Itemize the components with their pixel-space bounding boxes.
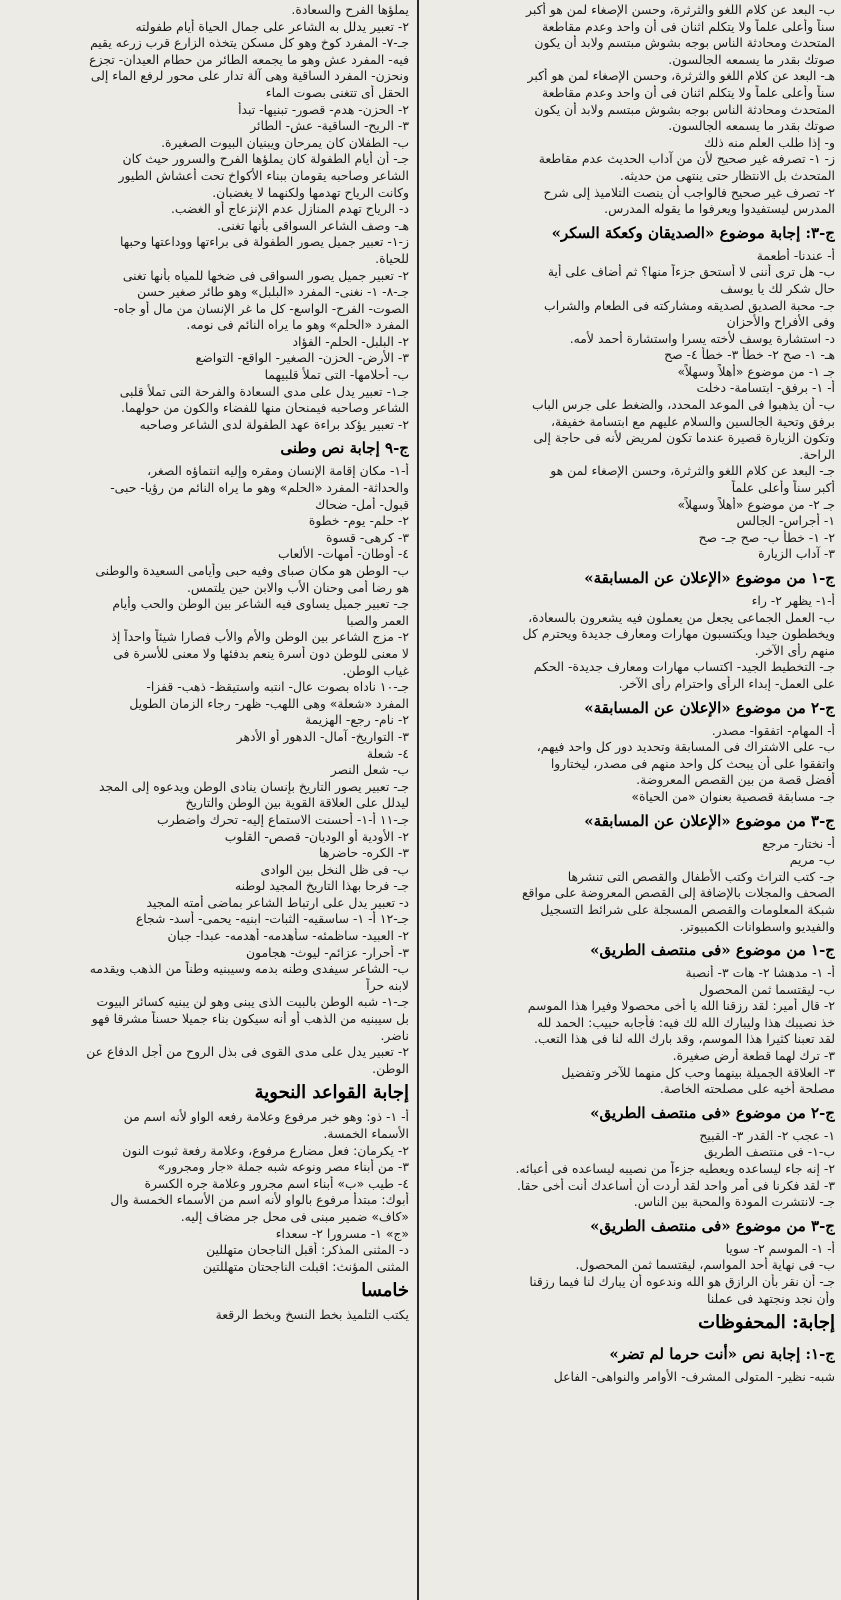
text-line: ٣- الريح- الساقية- عش- الطائر: [250, 118, 409, 134]
text-line: أ-١- يظهر ٢- راء: [751, 593, 835, 608]
text-line: جـ- تعبير جميل يساوى فيه الشاعر بين الوطن والحب وأيام: [112, 596, 409, 612]
text-line: وكانت الرياح تهدمها ولكنهما لا يغضبان.: [212, 184, 409, 200]
text-line: جـ-١١ أ-١- أحسنت الاستماع إليه- تحرك واضطرب: [157, 811, 409, 827]
text-line: ب- البعد عن كلام اللغو والثرثرة، وحسن الإصغاء لمن هو أكبر: [526, 2, 835, 17]
section-heading: ج-٢ من موضوع «الإعلان عن المسابقة»: [584, 698, 835, 717]
section-heading: ج-١: إجابة نص «أنت حرما لم تضر»: [609, 1345, 835, 1364]
text-line: المتحدث بل الانتظار حتى ينتهى من حديثه.: [619, 167, 835, 183]
text-line: سناً وأعلى علماً ولا يتكلم اثنان فى أن واحد وعدم مقاطعة: [542, 84, 835, 100]
text-line: جـ- محبة الصديق لصديقه ومشاركته فى الطعام والشراب: [544, 297, 835, 313]
text-line: ٢- تعبير يدل على مدى القوى فى بذل الروح من أجل الدفاع عن: [86, 1044, 409, 1060]
text-line: ب- ليقتسما ثمن المحصول: [698, 981, 835, 997]
text-line: فيه- المفرد عش وهو ما يجمعه الطائر من حطام العيدان- تجزع: [89, 51, 409, 67]
text-line: ٢- يكرمان: فعل مضارع مرفوع، وعلامة رفعة ثبوت النون: [122, 1142, 409, 1158]
text-line: ٣- كرهى- قسوة: [326, 529, 409, 545]
text-line: والفيديو واسطوانات الكمبيوتر.: [679, 918, 835, 934]
text-line: ١- عجب ٢- القدر ٣- القبيح: [699, 1127, 835, 1143]
text-line: جـ-١٠ ناداه بصوت عال- انتبه واستيقظ- ذهب- قفزا-: [146, 679, 409, 695]
text-line: ب- أن يذهبوا فى الموعد المحدد، والضغط على جرس الباب: [531, 397, 835, 413]
text-line: «ج» ١- مسرورا ٢- سعداء: [275, 1225, 409, 1241]
text-line: جـ١- تعبير يدل على مدى السعادة والفرحة التى تملأ قلبى: [119, 383, 409, 399]
text-line: هـ- ١- صح ٢- خطأ ٣- خطأ ٤- صح: [664, 347, 835, 363]
text-line: جـ-١٢ أ- ١- ساسقيه- الثبات- ابنيه- يحمى- أسد- شجاع: [135, 911, 409, 927]
text-line: أ-١- مكان إقامة الإنسان ومقره وإليه انتماؤه الصغر،: [147, 463, 409, 479]
text-line: أفضل قصة من بين القصص المعروضة.: [636, 772, 835, 788]
text-line: ٣- التواريخ- آمال- الدهور أو الأدهر: [236, 728, 409, 744]
text-line: الراحة.: [799, 446, 835, 462]
text-line: صوتك بقدر ما يسمعه الجالسون.: [668, 51, 835, 67]
text-line: جـ-١- شبه الوطن بالبيت الذى يبنى وهو لن يبنيه كسائر البيوت: [96, 994, 409, 1010]
text-line: أكبر سناً وأعلى علماً: [731, 480, 835, 496]
section-heading: ج-٣ من موضوع «فى منتصف الطريق»: [590, 1216, 835, 1235]
text-line: ٣- الأرض- الحزن- الصغير- الواقع- التواضع: [195, 350, 409, 366]
text-line: قبول- أمل- ضحاك: [315, 496, 409, 512]
text-line: ٢- قال أمير: لقد رزقنا الله يا أخى محصولا وفيرا هذا الموسم: [527, 998, 835, 1014]
text-line: ٤- أوطان- أمهات- الألعاب: [278, 546, 409, 562]
text-line: جـ- فرحا بهذا التاريخ المجيد لوطنه: [235, 878, 409, 894]
text-line: واتفقوا على أن يبحث كل واحد منهم فى مصدر، ليختاروا: [550, 755, 835, 771]
text-line: ٢- الأودية أو الوديان- قصص- القلوب: [224, 828, 409, 844]
text-line: شبه- نظير- المتولى المشرف- الأوامر والنواهى- الفاعل: [553, 1369, 835, 1385]
text-line: غياب الوطن.: [342, 662, 409, 678]
text-line: ب- الطفلان كان يمرحان ويبنيان البيوت الصغيرة.: [161, 134, 409, 150]
text-line: جـ- تعبير يصور التاريخ بإنسان ينادى الوطن ويدعوه إلى المجد: [98, 778, 409, 794]
text-line: ليدلل على العلاقة القوية بين الوطن والتاريخ: [185, 795, 409, 811]
section-heading: ج-٣ من موضوع «الإعلان عن المسابقة»: [584, 811, 835, 830]
text-line: حال شكر لك يا يوسف: [720, 280, 835, 296]
text-line: جـ- لانتشرت المودة والمحبة بين الناس.: [633, 1194, 835, 1210]
text-line: جـ- التخطيط الجيد- اكتساب مهارات ومعارف جديدة- الحكم: [533, 659, 835, 675]
text-line: خذ نصيبك هذا وليبارك الله لك فيه: فأجابه حبيب: الحمد لله: [536, 1014, 835, 1030]
text-line: أ- ١- مدهشا ٢- هات ٣- أنصبة: [685, 965, 835, 981]
text-line: هـ- وصف الشاعر السواقى بأنها تغنى.: [217, 217, 409, 233]
text-line: جـ- أن أيام الطفولة كان يملؤها الفرح والسرور حيث كان: [122, 151, 409, 167]
text-line: ب- شعل النصر: [330, 762, 409, 778]
text-line: ١- أجراس- الجالس: [736, 513, 835, 529]
text-line: ٣- الكره- حاضرها: [319, 845, 409, 861]
main-heading: إجابة القواعد النحوية: [254, 1082, 409, 1104]
text-line: ب- فى نهاية أحد المواسم، ليقتسما ثمن المحصول.: [575, 1257, 835, 1273]
text-line: ويخططون جيدا ويكتسبون مهارات ومعارف جديدة ويحترم كل: [522, 626, 835, 642]
text-line: هـ- البعد عن كلام اللغو والثرثرة، وحسن الإصغاء لمن هو أكبر: [527, 68, 835, 84]
text-line: لابنه حراً: [366, 977, 409, 993]
text-line: الحقل أى تتغنى بصوت الماء: [265, 84, 409, 100]
text-line: ب- أحلامها- التى تملأ قلبيهما: [264, 367, 409, 383]
text-line: وتكون الزيارة قصيرة عندما تكون لمريض لأنه فى حاجة إلى: [533, 430, 835, 446]
text-line: جـ- البعد عن كلام اللغو والثرثرة، وحسن الإصغاء لمن هو: [550, 463, 835, 479]
text-line: برفق وتحية الجالسين والسلام عليهم مع ابتسامة خفيفة،: [551, 413, 835, 429]
text-line: الأسماء الخمسة.: [323, 1126, 409, 1141]
text-line: ٣- أحرار- عزائم- ليوث- هجامون: [245, 944, 409, 960]
text-line: أ- ١- ذو: وهو خبر مرفوع وعلامة رفعه الواو لأنه اسم من: [123, 1109, 409, 1125]
text-line: ٢- تصرف غير صحيح فالواجب أن ينصت التلاميذ إلى شرح: [543, 184, 835, 200]
text-line: الشاعر وصاحبه يقومان ببناء الأكواخ تحت أعشاش الطيور: [118, 167, 409, 183]
column-divider: [417, 0, 419, 1600]
section-heading: ج-٩ إجابة نص وطنى: [280, 439, 409, 458]
text-line: المثنى المؤنث: اقبلت الناجحتان متهللتين: [202, 1258, 409, 1274]
text-line: سناً وأعلى علماً ولا يتكلم اثنان فى أن واحد وعدم مقاطعة: [542, 18, 835, 34]
text-line: ب- هل ترى أننى لا أستحق جزءاً منها؟ ثم أضاف على أية: [547, 264, 835, 280]
text-line: الصوت- الفرح- الواسع- كل ما غر الإنسان من مال أو جاه-: [113, 300, 409, 316]
text-line: وأن نجد ونجتهد فى عملنا: [706, 1290, 835, 1306]
text-line: صوتك بقدر ما يسمعه الجالسون.: [668, 118, 835, 134]
text-line: المدرس ليستفيدوا ويعرفوا ما يقوله المدرس.: [604, 201, 835, 217]
text-line: أبوك: مبتدأ مرفوع بالواو لأنه اسم من الأسماء الخمسة وال: [110, 1192, 409, 1208]
text-line: أ- نختار- مرجع: [762, 835, 835, 851]
text-line: المفرد «الحلم» وهو ما يراه النائم فى نومه.: [186, 317, 409, 333]
text-line: لقد تعبنا كثيرا هذا الموسم، وقد بارك الله لنا فى هذا التعب.: [534, 1031, 835, 1047]
section-heading: ج-١ من موضوع «فى منتصف الطريق»: [590, 941, 835, 960]
text-line: ٣- من أبناء مصر ونوعه شبه جملة «جار ومجرور»: [157, 1159, 409, 1175]
text-line: يملؤها الفرح والسعادة.: [291, 2, 409, 17]
section-heading: ج-٣: إجابة موضوع «الصديقان وكعكة السكر»: [551, 223, 835, 242]
text-line: ٢- تعبير يؤكد براءة عهد الطفولة لدى الشاعر وصاحبه: [139, 416, 409, 432]
main-heading: إجابة: المحفوظات: [698, 1312, 835, 1334]
text-line: ٢- الحزن- هدم- قصور- تبنيها- تبدأ: [238, 101, 409, 117]
text-line: يكتب التلميذ بخط النسخ وبخط الرقعة: [215, 1307, 409, 1323]
text-line: ب- الوطن هو مكان صباى وفيه حبى وأيامى السعيدة والوطنى: [95, 563, 409, 578]
text-line: ب- على الاشتراك فى المسابقة وتحديد دور كل واحد فيهم،: [536, 739, 835, 755]
text-line: جـ- أن نقر بأن الرازق هو الله وندعوه أن يبارك لنا فيما رزقنا: [529, 1274, 835, 1289]
text-line: جـ- مسابقة قصصية بعنوان «من الحياة»: [631, 788, 835, 804]
text-line: ناضر.: [380, 1027, 409, 1043]
text-line: ٣- آداب الزيارة: [758, 546, 835, 562]
text-line: ٢- تعبير يدلل به الشاعر على جمال الحياة أيام طفولته: [135, 18, 409, 34]
text-line: جـ-٨- ١- نغنى- المفرد «البلبل» وهو طائر صغير حسن: [137, 284, 409, 300]
text-line: المتحدث ومحادثة الناس بوجه بشوش مبتسم ولابد أن يكون: [534, 101, 835, 117]
text-line: ٢- حلم- يوم- خطوة: [308, 513, 409, 529]
text-line: أ- ١- الموسم ٢- سويا: [725, 1240, 835, 1256]
text-line: ونحزن- المفرد الساقية وهى آلة تدار على محور لرفع الماء إلى: [90, 68, 409, 84]
text-line: جـ- كتب التراث وكتب الأطفال والقصص التى تنشرها: [567, 868, 835, 884]
text-line: هو رضا أمى وحنان الأب والابن حين يلتمس.: [186, 579, 409, 595]
text-line: د- الرياح تهدم المنازل عدم الإنزعاج أو الغضب.: [170, 201, 409, 217]
text-line: «كاف» ضمير مبنى فى محل جر مضاف إليه.: [180, 1208, 409, 1224]
right-column: [422, 0, 841, 1600]
text-line: والحداثة- المفرد «الحلم» وهو ما يراه النائم من رؤيا- حبى-: [110, 480, 409, 496]
text-line: ٣- ترك لهما قطعة أرض صغيرة.: [672, 1048, 835, 1064]
text-line: ٢- تعبير جميل يصور السواقى فى ضخها للمياه بأنها تغنى: [122, 267, 409, 283]
text-line: لا معنى للوطن دون أسرة ينعم بدفئها ولا معنى للأسرة فى: [113, 645, 409, 661]
text-line: ٢- العبيد- ساظمئه- سأهدمه- أهدمه- عبدا- جبان: [167, 928, 409, 944]
text-line: على العمل- إبداء الرأى واحترام رأى الآخر.: [618, 675, 835, 691]
text-line: جـ ٢- من موضوع «أهلاً وسهلاً»: [677, 496, 835, 512]
text-line: شبكة المعلومات والقصص المسجلة على شرائط التسجيل: [540, 901, 835, 917]
text-line: ب- العمل الجماعى يجعل من يعملون فيه يشعرون بالسعادة،: [528, 609, 835, 625]
section-heading: ج-١ من موضوع «الإعلان عن المسابقة»: [584, 569, 835, 587]
text-line: أ- ١- برفق- ابتسامة- دخلت: [696, 380, 835, 396]
text-line: د- المثنى المذكر: أقبل الناجحان متهللين: [206, 1242, 409, 1258]
text-line: منهم رأى الآخر.: [754, 642, 835, 658]
text-line: ٤- طيب «ب» أبناء اسم مجرور وعلامة جره الكسرة: [144, 1175, 409, 1191]
text-line: ز-١- تعبير جميل يصور الطفولة فى براءتها ووداعتها وحبها: [120, 234, 409, 250]
text-line: مصلحة أخيه على مصلحته الخاصة.: [659, 1081, 835, 1097]
text-line: ٣- العلاقة الجميلة بينهما وحب كل منهما للآخر وتفضيل: [561, 1064, 835, 1080]
text-line: و- إذا طلب العلم منه ذلك: [704, 134, 835, 150]
main-heading: خامسا: [361, 1280, 409, 1302]
text-line: أ- عندنا- أطعمة: [756, 247, 835, 263]
text-line: الوطن.: [372, 1060, 409, 1076]
text-line: د- استشارة يوسف لأخته يسرا واستشارة أحمد لأمه.: [569, 330, 835, 346]
text-line: د- تعبير يدل على ارتباط الشاعر بماضى أمته المجيد: [146, 894, 409, 910]
text-line: ب- مريم: [789, 852, 835, 868]
section-heading: ج-٢ من موضوع «فى منتصف الطريق»: [590, 1103, 835, 1122]
text-line: ٣- لقد فكرنا فى أمر واحد لقد أردت أن أساعدك أنت أخى حقا.: [516, 1177, 835, 1193]
text-line: المفرد «شعلة» وهى اللهب- ظهر- رجاء الزمان الطويل: [129, 695, 409, 711]
text-line: ب- الشاعر سيفدى وطنه بدمه وسيبنيه وطناً من الذهب ويقدمه: [89, 961, 409, 977]
text-line: ٢- ١- خطأ ب- صح جـ- صح: [698, 529, 835, 545]
text-line: ٤- شعلة: [366, 745, 409, 761]
text-line: أ- المهام- اتفقوا- مصدر.: [711, 722, 835, 738]
text-line: جـ ١- من موضوع «أهلاً وسهلاً»: [677, 363, 835, 379]
text-line: ٢- نام- رجع- الهزيمة: [304, 712, 409, 728]
text-line: جـ-٧- المفرد كوخ وهو كل مسكن يتخذه الزارع قرب زرعه يقيم: [90, 35, 409, 51]
text-line: الشاعر وصاحبه فيمنحان منها للفضاء والكون من حولهما.: [121, 400, 409, 416]
text-line: ب- فى ظل النخل بين الوادى: [260, 861, 409, 877]
text-line: المتحدث ومحادثة الناس بوجه بشوش مبتسم ولابد أن يكون: [534, 35, 835, 51]
text-line: العمر والصبا: [346, 612, 409, 628]
text-line: بل سيبنيه من الذهب أو أنه سيكون بناء جميلا حسناً مشرقا فهو: [91, 1011, 409, 1027]
left-column: [0, 0, 415, 1600]
text-line: وفى الأفراح والأحزان: [726, 314, 835, 330]
text-line: ٢- البلبل- الحلم- الفؤاد: [292, 333, 409, 349]
text-line: ب-١- فى منتصف الطريق: [703, 1144, 835, 1160]
text-line: للحياة.: [375, 250, 409, 266]
text-line: الصحف والمجلات بالإضافة إلى القصص المعروضة على مواقع: [521, 885, 835, 901]
text-line: ز- ١- تصرفه غير صحيح لأن من آداب الحديث عدم مقاطعة: [538, 151, 835, 167]
text-line: ٢- إنه جاء ليساعده ويعطيه جزءاً من نصيبه ليساعده فى أعبائه.: [515, 1161, 835, 1177]
text-line: ٢- مزج الشاعر بين الوطن والأم والأب فصارا شيئاً واحداً إذ: [111, 629, 409, 645]
